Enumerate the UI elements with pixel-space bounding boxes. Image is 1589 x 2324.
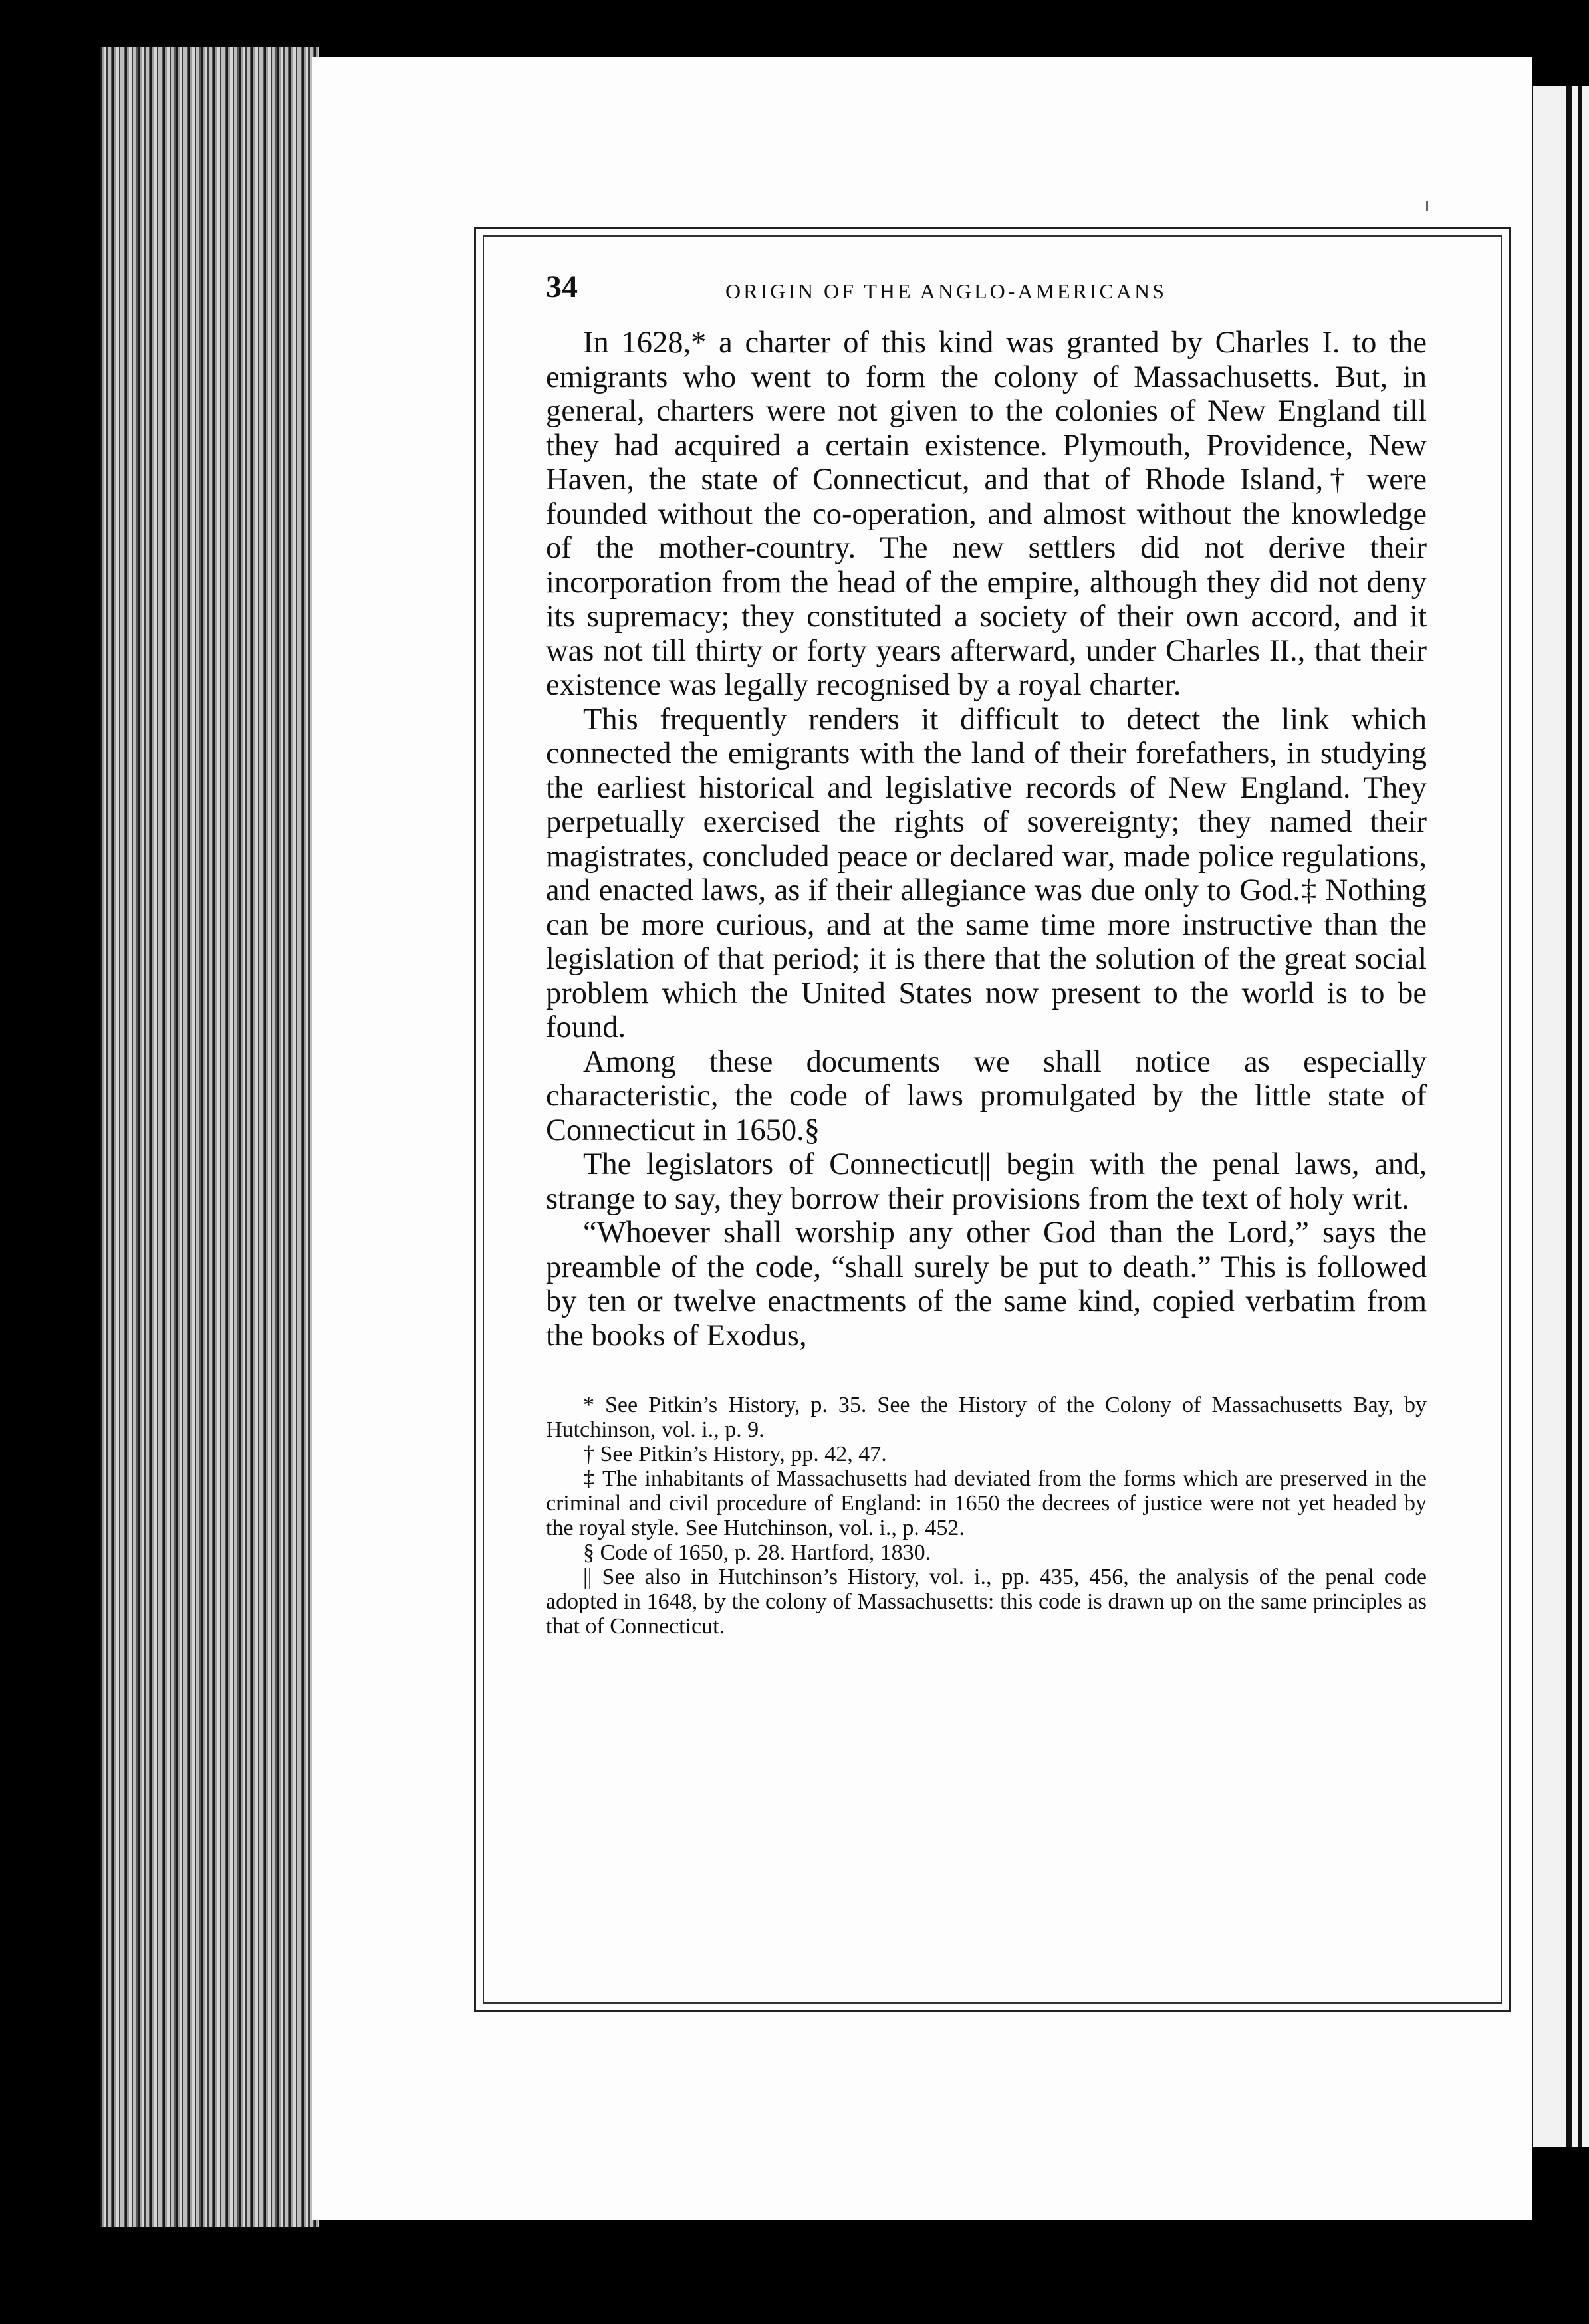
- paragraph: Among these documents we shall notice as especially characteristic, the code of laws promulgated by the little state of Connecticut in 1650.§: [546, 1044, 1427, 1147]
- footnote: § Code of 1650, p. 28. Hartford, 1830.: [583, 1540, 931, 1565]
- paragraph: In 1628,* a charter of this kind was granted by Charles I. to the emigrants who went to form the colony of Massachusetts. But, in general, charters were not given to the colonies of New England till they had acquired a certain existence. Plymouth, Providence, New Haven, the state of Connecticut, and that of Rhode Island,† were founded without the co-operation, and almost without the knowledge of the mother-country. The new settlers did not derive their incorporation from the head of the empire, although they did not deny its supremacy; they constituted a society of their own accord, and it was not till thirty or forty years afterward, under Charles II., that their existence was legally recognised by a royal charter.: [546, 326, 1427, 702]
- facing-page-edge: [1529, 86, 1589, 2147]
- book-fore-edge: [100, 47, 319, 2227]
- footnote: * See Pitkin’s History, p. 35. See the History of the Colony of Massachusetts Bay, by Hutchinson, vol. i., p. 9.: [546, 1393, 1427, 1442]
- page-content: [546, 267, 1427, 1639]
- text-frame: [474, 227, 1511, 2012]
- paragraph: The legislators of Connecticut|| begin with the penal laws, and, strange to say, they borrow their provisions from the text of holy writ.: [546, 1147, 1427, 1216]
- body-text: [546, 326, 1427, 1353]
- page-number: 34: [546, 269, 578, 304]
- footnotes: [546, 1393, 1427, 1639]
- footnote: † See Pitkin’s History, pp. 42, 47.: [583, 1442, 887, 1466]
- paragraph: This frequently renders it difficult to detect the link which connected the emigrants with the land of their forefathers, in studying the earliest historical and legislative records of New England. They perpetually exercised the rights of sovereignty; they named their magistrates, concluded peace or declared war, made police regulations, and enacted laws, as if their allegiance was due only to God.‡ Nothing can be more curious, and at the same time more instructive than the legislation of that period; it is there that the solution of the great social problem which the United States now present to the world is to be found.: [546, 702, 1427, 1044]
- page-header: [546, 267, 1427, 314]
- footnote: || See also in Hutchinson’s History, vol. i., pp. 435, 456, the analysis of the penal code adopted in 1648, by the colony of Massachusetts: this code is drawn up on the same principles as that of Connecticut.: [546, 1565, 1427, 1639]
- footnote: ‡ The inhabitants of Massachusetts had deviated from the forms which are preserved in the criminal and civil procedure of England: in 1650 the decrees of justice were not yet headed by the royal style. See Hutchinson, vol. i., p. 452.: [546, 1466, 1427, 1540]
- running-head: ORIGIN OF THE ANGLO-AMERICANS: [725, 279, 1167, 303]
- paper-page: [312, 57, 1532, 2220]
- paragraph: “Whoever shall worship any other God than the Lord,” says the preamble of the code, “shall surely be put to death.” This is followed by ten or twelve enactments of the same kind, copied verbatim from the books of Exodus,: [546, 1216, 1427, 1353]
- page-speck: [1426, 201, 1428, 211]
